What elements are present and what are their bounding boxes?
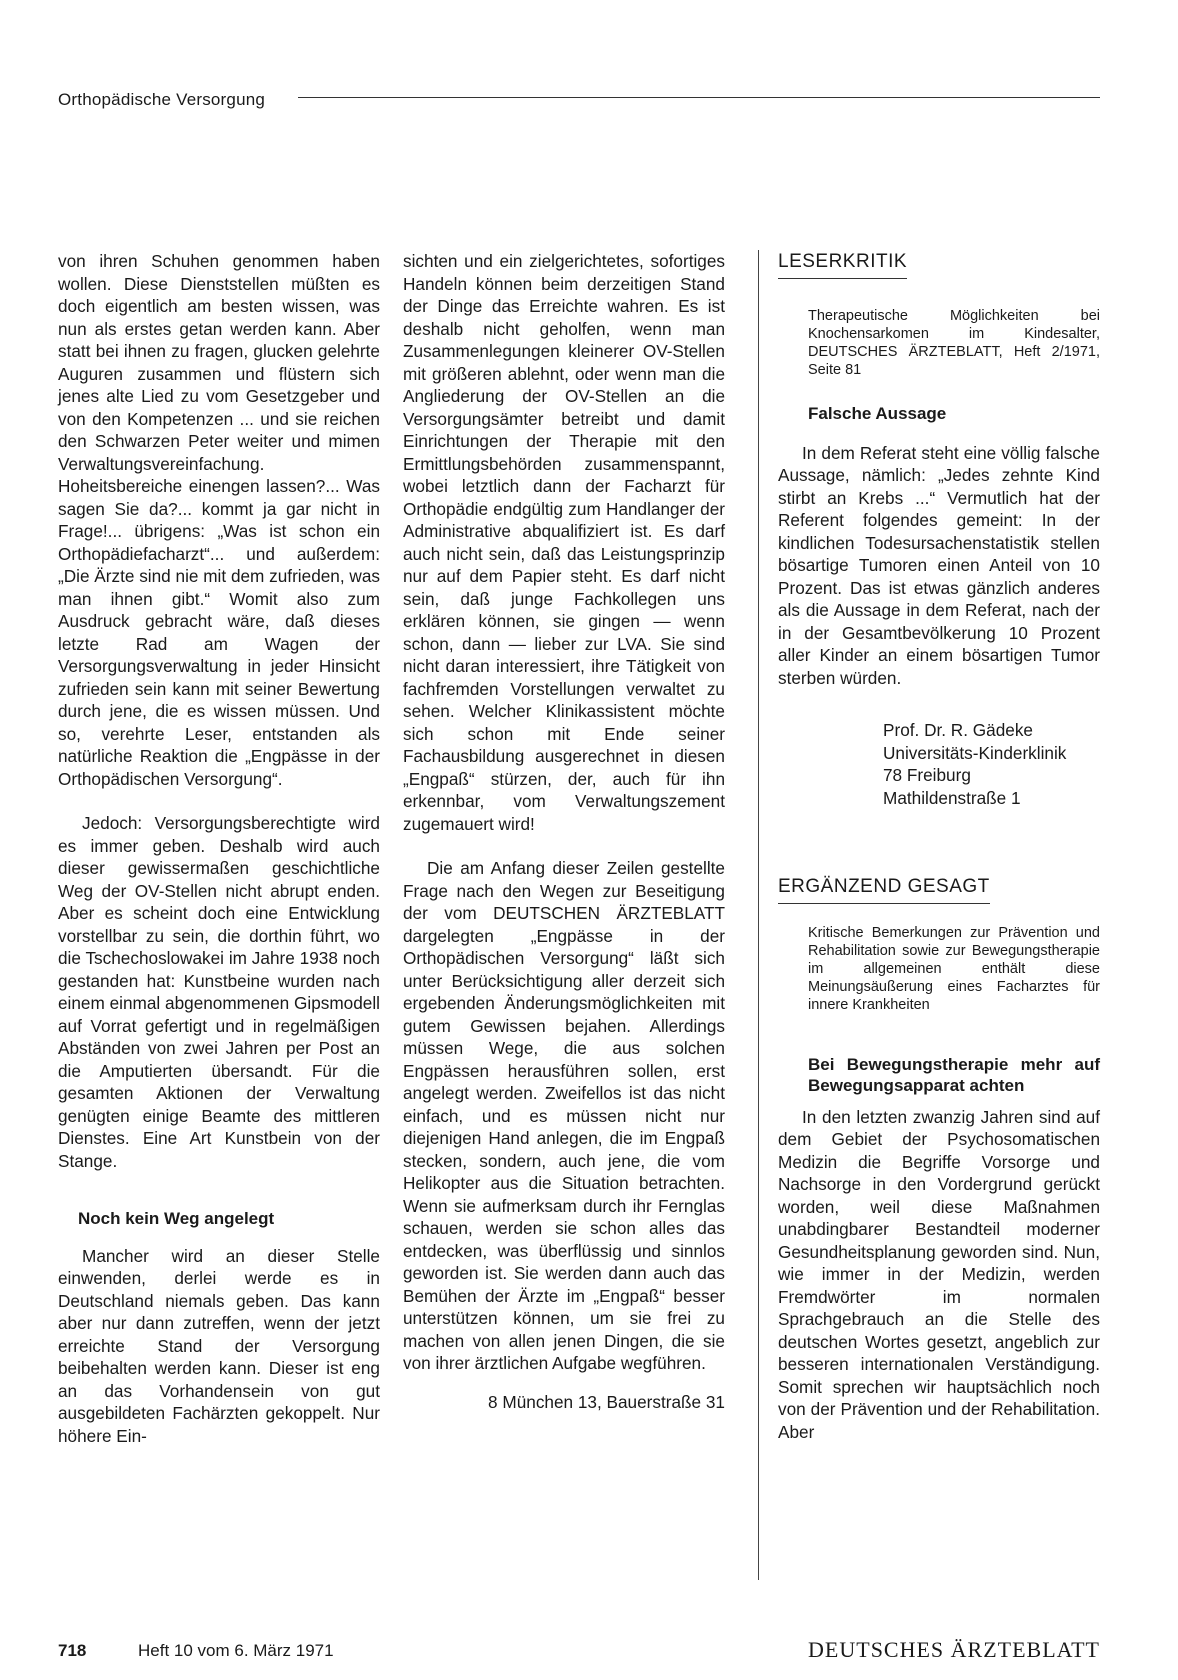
- author-address: 8 München 13, Bauerstraße 31: [488, 1391, 725, 1412]
- author-name: Prof. Dr. R. Gädeke: [883, 720, 1033, 740]
- paragraph: Mancher wird an dieser Stelle einwenden, derlei werde es in Deutschland niemals geben. Das kann aber nur dann zutreffen, wenn der jetzt erreichte Stand der Versorgung beibehalten werden kann. Dieser ist eng an das Vorhandensein von gut ausgebildeten Fachärzten gekoppelt. Nur höhere Ein-: [58, 1245, 380, 1446]
- journal-name: DEUTSCHES ÄRZTEBLATT: [808, 1637, 1100, 1662]
- paragraph: In den letzten zwanzig Jahren sind auf dem Gebiet der Psychosomatischen Medizin die Begriffe Vorsorge und Nachsorge in den Vordergrund gerückt worden, weil diese Maßnahmen unabdingbarer Bestandteil moderner Gesundheitsplanung geworden sind. Nun, wie immer in der Medizin, werden Fremdwörter im normalen Sprachgebrauch an die Stelle des deutschen Wortes gesetzt, angeblich zur besseren internationalen Verständigung. Somit sprechen wir hauptsächlich noch von der Prävention und der Rehabilitation. Aber: [778, 1106, 1100, 1442]
- reference-note: Therapeutische Möglichkeiten bei Knochensarkomen im Kindesalter, DEUTSCHES ÄRZTEBLATT, Heft 2/1971, Seite 81: [808, 307, 1100, 378]
- paragraph: Jedoch: Versorgungsberechtigte wird es immer geben. Deshalb wird auch dieser gewissermaßen geschichtliche Weg der OV-Stellen nicht abrupt enden. Aber es scheint doch eine Entwicklung vorstellbar zu sein, die dorthin führt, wo die Tschechoslowakei im Jahre 1938 noch gestanden hat: Kunstbeine wurden nach einem einmal abgenommenen Gipsmodell auf Vorrat gefertigt und in regelmäßigen Abständen von zwei Jahren per Post an die Amputierten übersandt. Für die gesamten Aktionen der Verwaltung genügten einige Beamte des mittleren Dienstes. Eine Art Kunstbein von der Stange.: [58, 813, 380, 1171]
- paragraph: Die am Anfang dieser Zeilen gestellte Frage nach den Wegen zur Beseitigung der vom DEUTSCHEN ÄRZTEBLATT dargelegten „Engpässe in der Orthopädischen Versorgung“ läßt sich unter Berücksichtigung aller derzeit sich ergebenden Änderungsmöglichkeiten mit gutem Gewissen bejahen. Allerdings müssen Wege, die aus solchen Engpässen herausführen sollen, erst angelegt werden. Zweifellos ist das nicht einfach, und es müssen nicht nur diejenigen Hand anlegen, die im Engpaß stecken, sondern, auch jene, die vom Helikopter aus die Situation betrachten. Wenn sie aufmerksam durch ihr Fernglas schauen, werden sie schon alles das entdecken, was überflüssig und sinnlos geworden ist. Sie werden dann auch das Bemühen der Ärzte im „Engpaß“ besser unterstützen können, um sie frei zu machen von allen jenen Dingen, die sie von ihrer ärztlichen Aufgabe wegführen.: [403, 858, 725, 1373]
- letters-column: [778, 250, 1100, 1443]
- signature-block: [883, 719, 1100, 809]
- header-rule: [298, 97, 1100, 98]
- author-city: 78 Freiburg: [883, 765, 971, 785]
- author-institution: Universitäts-Kinderklinik: [883, 742, 1067, 763]
- paragraph: von ihren Schuhen genommen haben wollen. Diese Dienststellen müßten es doch eigentlich am besten wissen, was nun als erstes getan werden kann. Aber statt bei ihnen zu fragen, glucken gelehrte Auguren zusammen und flüstern sich jenes alte Lied zu vom Gesetzgeber und von den Kompetenzen ... und sie reichen den Schwarzen Peter weiter und mimen Verwaltungsvereinfachung. Hoheitsbereiche einengen lassen?... Was sagen Sie da?... kommt ja gar nicht in Frage!... übrigens: „Was ist schon ein Orthopädiefacharzt“... und außerdem: „Die Ärzte sind nie mit dem zufrieden, was man ihnen gibt.“ Womit also zum Ausdruck gebracht wäre, daß dieses letzte Rad am Wagen der Versorgungsverwaltung in jeder Hinsicht zufrieden sein kann mit seiner Bewertung durch jene, die es wissen müssen. Und so, verehrte Leser, entstanden als natürliche Reaktion die „Engpässe in der Orthopädischen Versorgung“.: [58, 251, 380, 789]
- article-column-1: [58, 250, 380, 1447]
- issue-line: Heft 10 vom 6. März 1971: [138, 1641, 334, 1660]
- running-header: Orthopädische Versorgung: [58, 90, 266, 109]
- reference-note: Kritische Bemerkungen zur Prävention und Rehabilitation sowie zur Bewegungstherapie im allgemeinen enthält diese Meinungsäußerung eines Facharztes für innere Krankheiten: [808, 924, 1100, 1013]
- paragraph: sichten und ein zielgerichtetes, sofortiges Handeln können beim derzeitigen Stand der Dinge das Erreichte wahren. Es ist deshalb nicht geholfen, wenn man Zusammenlegungen kleinerer OV-Stellen mit größeren ablehnt, oder wenn man die Angliederung der OV-Stellen an die Versorgungsämter betreibt und damit Einrichtungen der Therapie mit den Ermittlungsbehörden zusammenspannt, wobei letztlich dann der Facharzt für Orthopädie endgültig zum Handlanger der Administrative abqualifiziert ist. Es darf auch nicht sein, daß das Leistungsprinzip nur auf dem Papier steht. Es darf nicht sein, daß junge Fachkollegen uns erklären können, sie gingen — wenn schon, dann — lieber zur LVA. Sie sind nicht daran interessiert, ihre Tätigkeit von fachfremden Vorstellungen verwaltet zu sehen. Welcher Klinikassistent möchte sich schon mit Ende seiner Fachausbildung ausgerechnet in diesen „Engpaß“ stürzen, der, auch für ihn erkennbar, vom Verwaltungszement zugemauert wird!: [403, 251, 725, 834]
- letter-headline: Falsche Aussage: [808, 403, 947, 423]
- page-number: 718: [58, 1641, 87, 1660]
- subheading: Noch kein Weg angelegt: [78, 1209, 275, 1228]
- paragraph: In dem Referat steht eine völlig falsche Aussage, nämlich: „Jedes zehnte Kind stirbt an Krebs ...“ Vermutlich hat der Referent folgendes gemeint: In der kindlichen Todesursachenstatistik stellen bösartige Tumoren einen Anteil von 10 Prozent. Das ist etwas gänzlich anderes als die Aussage in dem Referat, nach der in der Gesamtbevölkerung 10 Prozent aller Kinder an einem bösartigen Tumor sterben würden.: [778, 442, 1100, 688]
- article-column-2: [403, 250, 725, 1413]
- section-title: ERGÄNZEND GESAGT: [778, 876, 990, 904]
- column-divider: [758, 250, 759, 1580]
- letter-headline: Bei Bewegungstherapie mehr auf Bewegungsapparat achten: [808, 1054, 1100, 1095]
- section-title: LESERKRITIK: [778, 251, 907, 279]
- author-street: Mathildenstraße 1: [883, 787, 1021, 808]
